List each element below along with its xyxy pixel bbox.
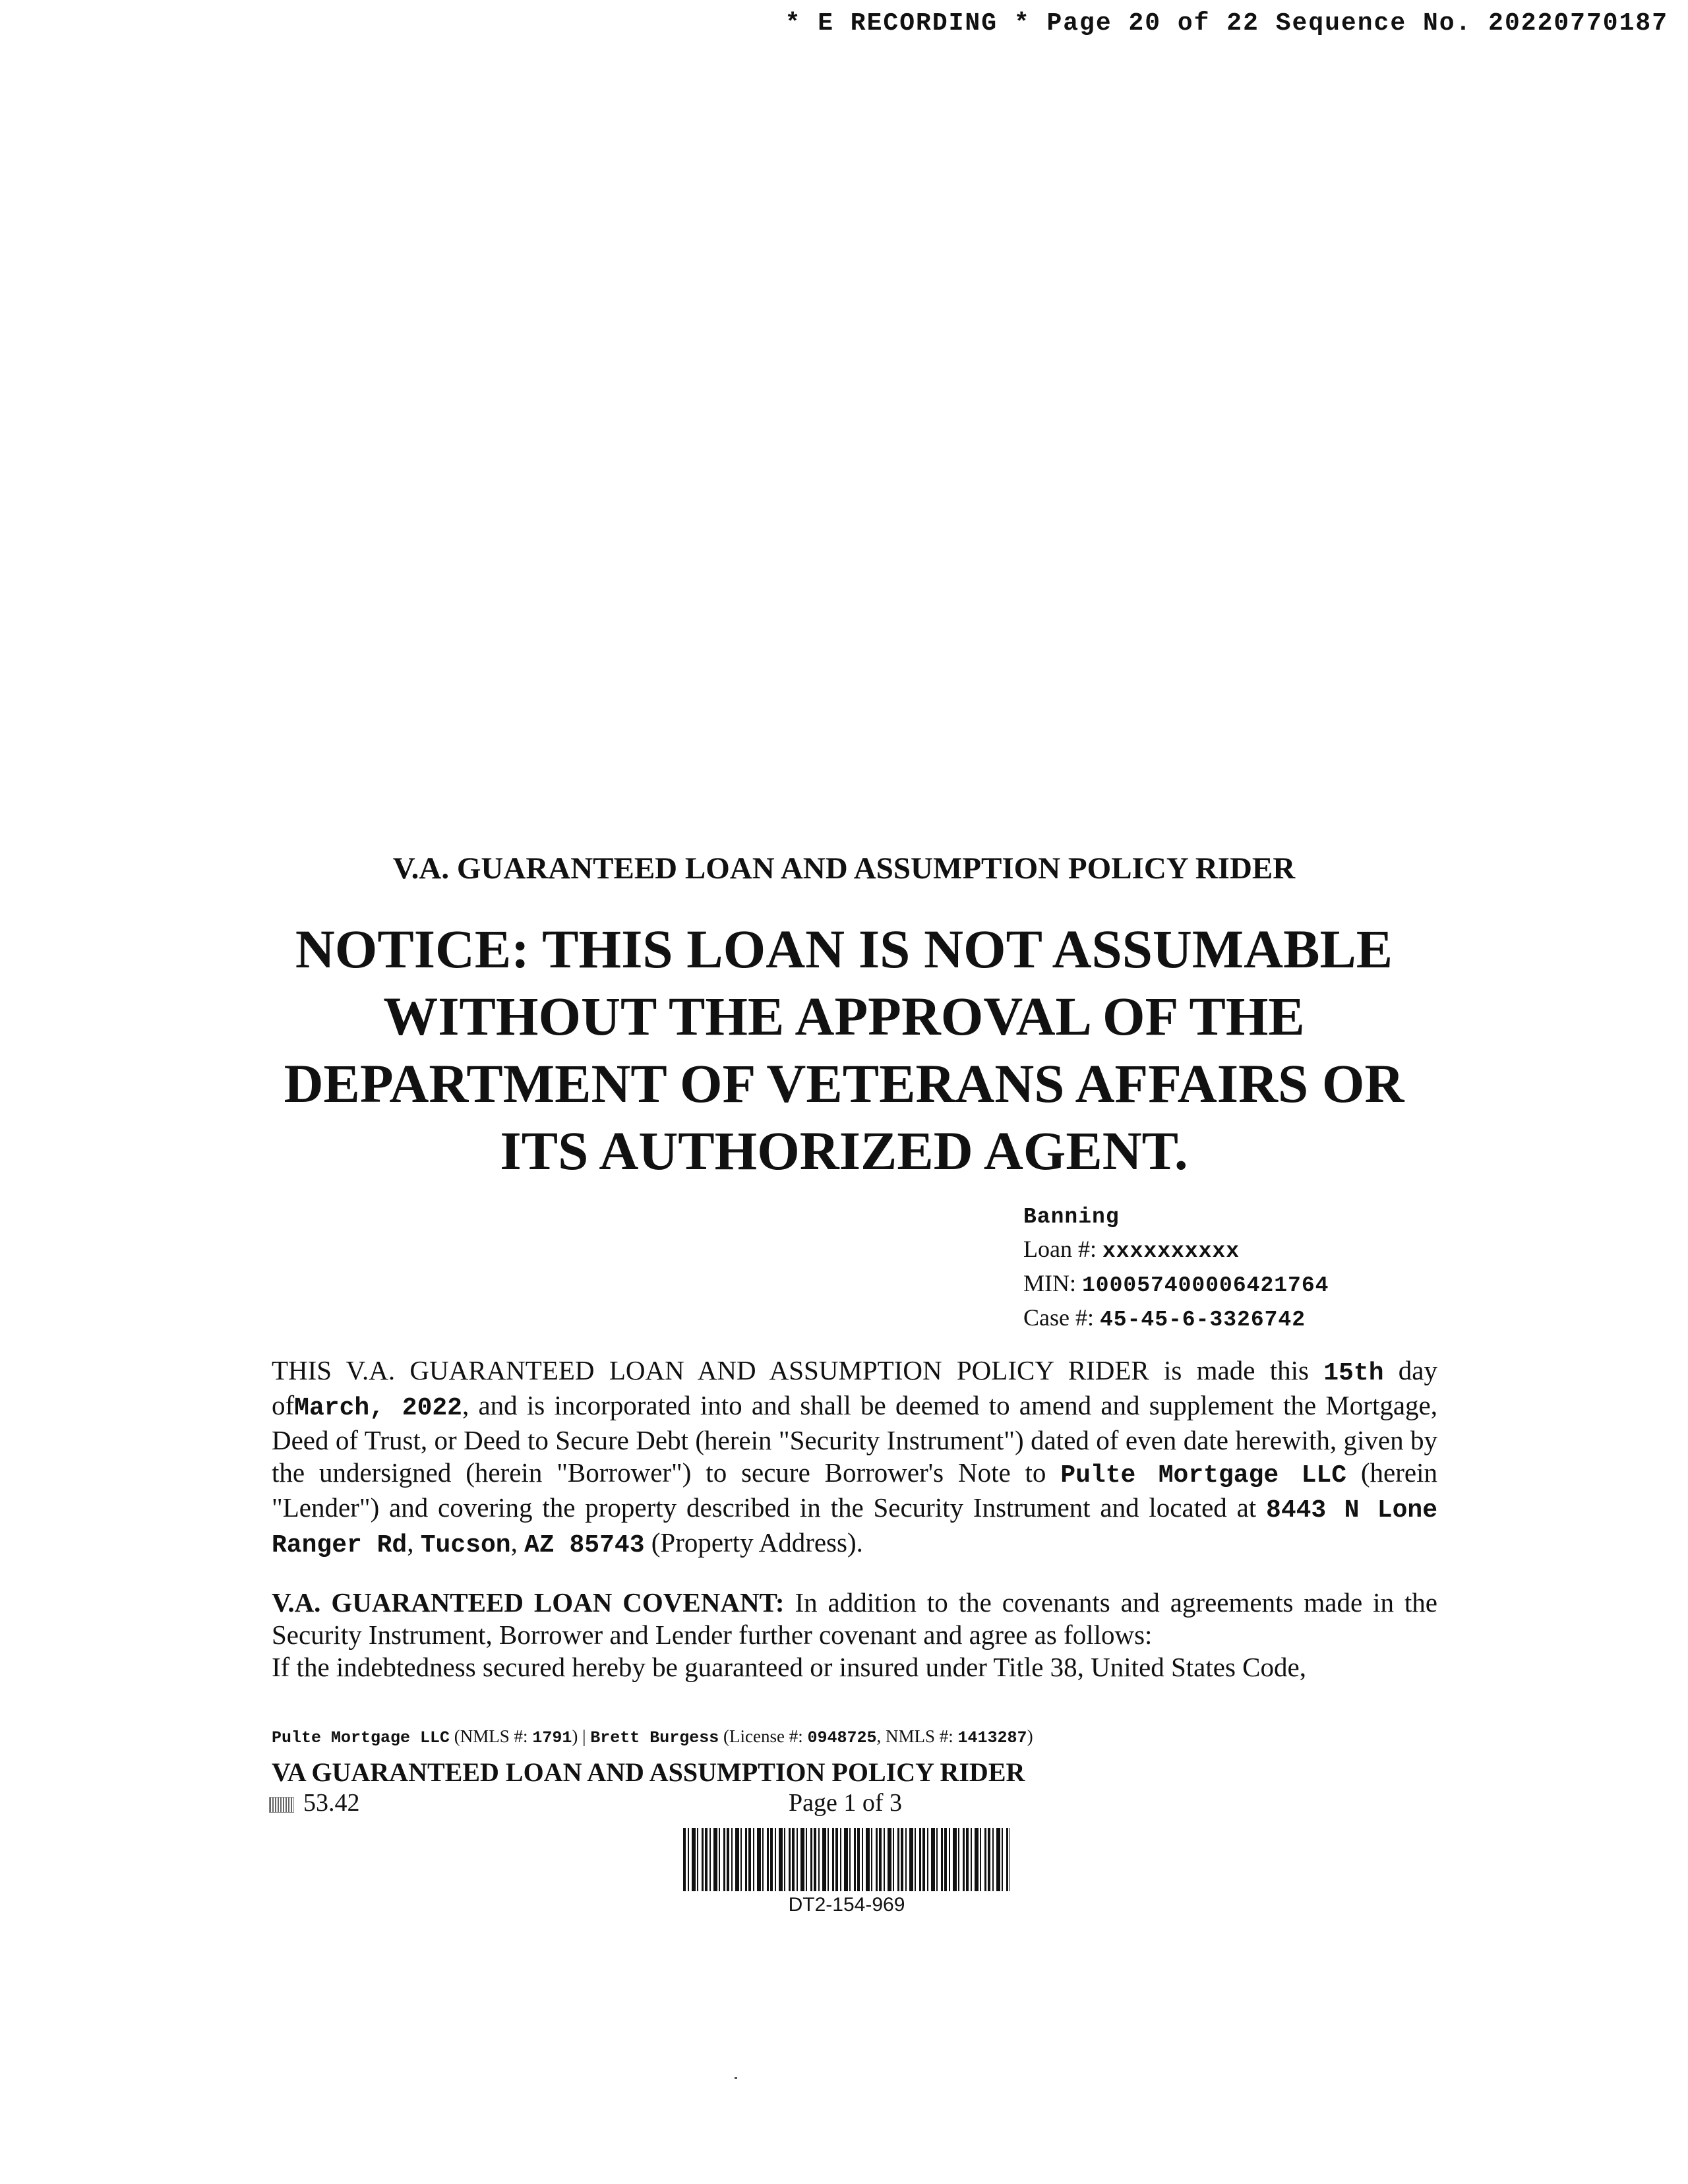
footer-text: , NMLS #: [876,1726,958,1746]
notice-line: WITHOUT THE APPROVAL OF THE [383,986,1305,1046]
footer-nmls2: 1413287 [957,1728,1027,1747]
rider-day: 15th [1323,1359,1384,1387]
assumption-notice [198,915,1490,1184]
property-street: 8443 N Lone Ranger Rd [272,1496,1437,1560]
notice-line: NOTICE: THIS LOAN IS NOT ASSUMABLE [295,919,1393,979]
intro-paragraph [272,1354,1437,1562]
covenant-text: In addition to the covenants and agreements made in the Security Instrument, Borrower and Lender further covenant and agree as follows: [272,1587,1437,1650]
borrower-name: Banning [1023,1205,1120,1229]
scan-speck [735,2077,737,2079]
footer-nmls: 1791 [532,1728,572,1747]
footer-license: 0948725 [807,1728,877,1747]
loan-number-label: Loan #: [1023,1236,1097,1262]
footer-text: ) | [572,1726,591,1746]
property-state-zip: AZ 85743 [524,1531,645,1560]
document-title: V.A. GUARANTEED LOAN AND ASSUMPTION POLICY RIDER [392,851,1296,886]
intro-text: (herein "Lender") and covering the property described in the Security Instrument and located at [272,1457,1437,1523]
intro-text: (Property Address). [644,1527,863,1558]
footer-originator: Brett Burgess [590,1728,719,1747]
footer-text: (NMLS #: [450,1726,533,1746]
footer-lender-line [272,1726,1459,1747]
property-city: Tucson [420,1531,511,1560]
covenant-heading: V.A. GUARANTEED LOAN COVENANT: [272,1587,785,1618]
min-label: MIN: [1023,1270,1076,1296]
notice-line: DEPARTMENT OF VETERANS AFFAIRS OR [284,1053,1404,1114]
intro-text: day of [272,1355,1437,1420]
case-number-label: Case #: [1023,1304,1094,1331]
recording-header: * E RECORDING * Page 20 of 22 Sequence No. 20220770187 [785,9,1668,38]
covenant-text-continued: If the indebtedness secured hereby be guaranteed or insured under Title 38, United States Code, [272,1652,1306,1682]
barcode-label: DT2-154-969 [788,1894,905,1916]
notice-line: ITS AUTHORIZED AGENT. [500,1120,1188,1181]
rider-month-year: March, 2022 [294,1394,462,1422]
intro-text: THIS V.A. GUARANTEED LOAN AND ASSUMPTION POLICY RIDER is made this [272,1355,1324,1385]
covenant-paragraph [272,1587,1437,1684]
intro-text: , [407,1527,421,1558]
loan-info-block [1023,1199,1485,1336]
intro-text: , [510,1527,525,1558]
footer-lender: Pulte Mortgage LLC [272,1728,450,1747]
footer-text: ) [1027,1726,1033,1746]
barcode-image [683,1828,1010,1891]
case-number: 45-45-6-3326742 [1099,1308,1306,1332]
form-number-value: 53.42 [303,1789,360,1817]
loan-number: xxxxxxxxxx [1102,1239,1240,1263]
footer-form-title: VA GUARANTEED LOAN AND ASSUMPTION POLICY RIDER [272,1757,1025,1787]
footer-text: (License #: [719,1726,808,1746]
page-count: Page 1 of 3 [788,1789,903,1817]
min-number: 100057400006421764 [1082,1273,1329,1298]
lender-name: Pulte Mortgage LLC [1060,1461,1347,1490]
intro-text: , and is incorporated into and shall be deemed to amend and supplement the Mortgage, Deed of Trust, or Deed to Secure Debt (herein "Security Instrument") dated of even date herewith, given by the undersigned (herein "Borrower") to secure Borrower's Note to [272,1390,1437,1488]
